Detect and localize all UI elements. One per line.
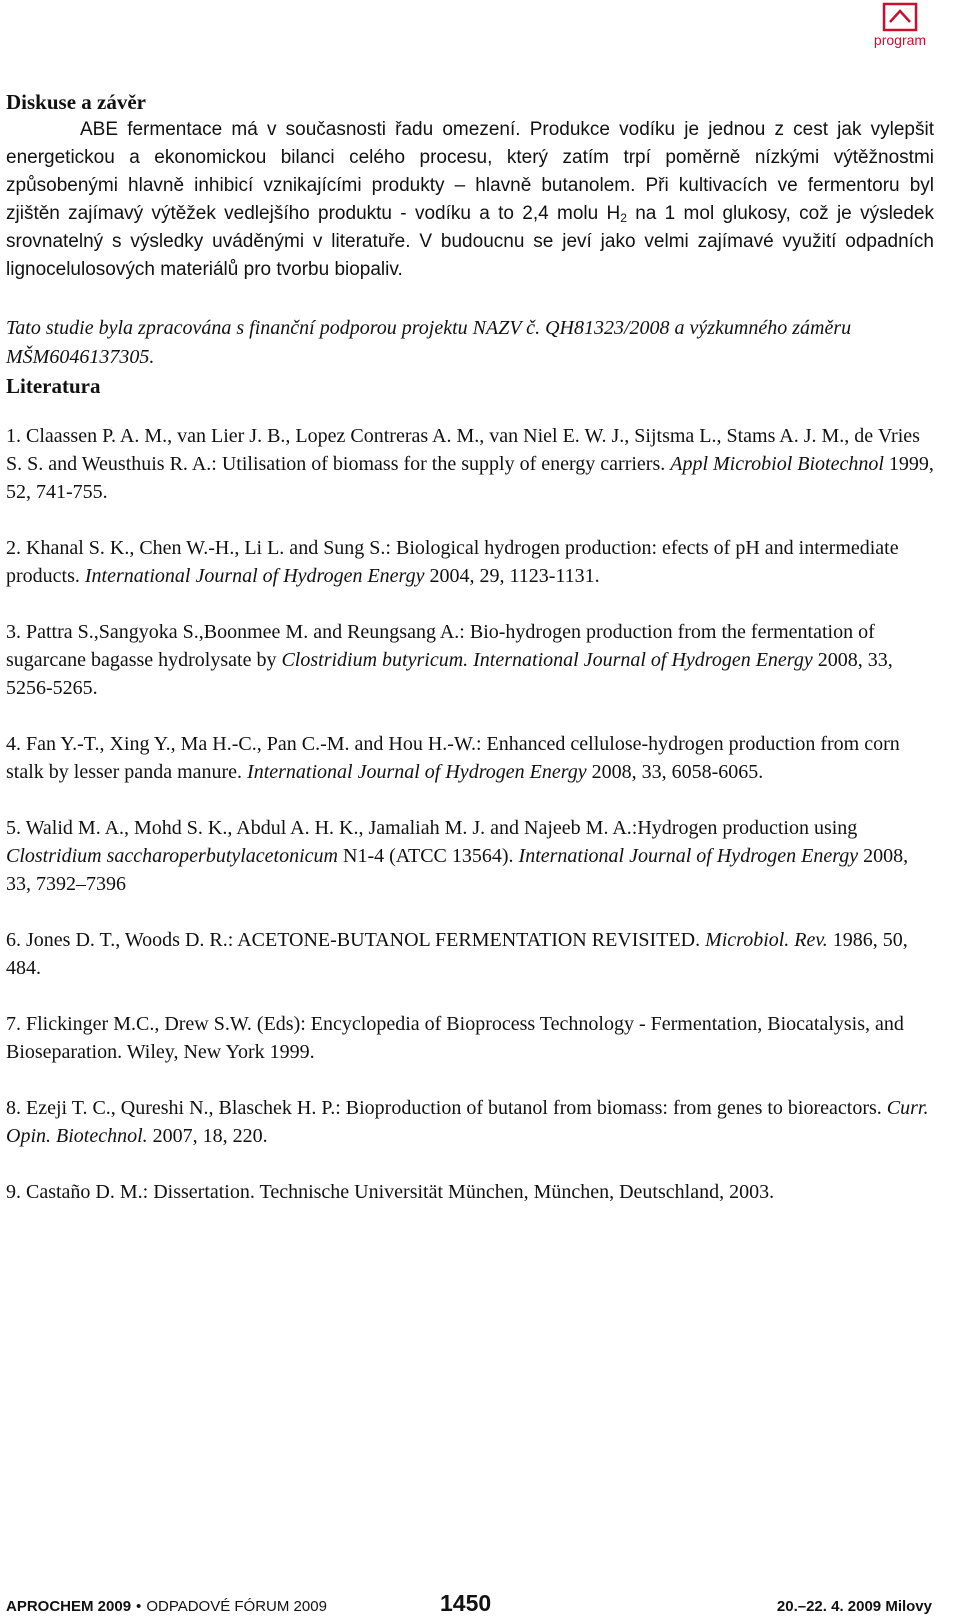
page-number: 1450 [440,1590,492,1616]
reference-item: 9. Castaño D. M.: Dissertation. Technische Universität München, München, Deutschland, 2003. [6,1181,775,1203]
footer-separator: • [136,1598,142,1615]
literature-heading: Literatura [6,374,101,398]
reference-item: 1. Claassen P. A. M., van Lier J. B., Lopez Contreras A. M., van Niel E. W. J., Sijtsma L., Stams A. J. M., de Vries S. S. and Weusthuis R. A.: Utilisation of biomass for the supply of energy carriers. Appl Microbiol Biotechnol 1999, 52, 741-755. [6,425,934,503]
forum-name: ODPADOVÉ FÓRUM 2009 [146,1598,327,1615]
program-link[interactable] [868,2,932,48]
event-name: APROCHEM 2009 [6,1598,132,1615]
reference-list [6,422,934,1206]
discussion-heading: Diskuse a závěr [6,90,146,114]
document-body [6,88,934,1234]
reference-item: 6. Jones D. T., Woods D. R.: ACETONE-BUTANOL FERMENTATION REVISITED. Microbiol. Rev. 1986, 50, 484. [6,929,908,979]
footer-event [6,1598,327,1615]
discussion-text-start: ABE fermentace má v současnosti řadu omezení. Produkce vodíku je jednou z cest jak vylepšit energetickou a ekonomickou bilanci celého procesu, který zatím trpí poměrně nízkými výtěžnostmi způsobenými hlavně inhibicí vznikajícími produkty – hlavně butanolem. Při kultivacích ve fermentoru byl zjištěn zajímavý výtěžek vedlejšího produktu - vodíku a to 2,4 molu H [6,119,934,224]
program-label: program [873,32,927,48]
event-date-place: 20.–22. 4. 2009 Milovy [776,1598,932,1615]
reference-item: 4. Fan Y.-T., Xing Y., Ma H.-C., Pan C.-M. and Hou H.-W.: Enhanced cellulose-hydrogen production from corn stalk by lesser panda manure. International Journal of Hydrogen Energy 2008, 33, 6058-6065. [6,733,900,783]
reference-item: 8. Ezeji T. C., Qureshi N., Blaschek H. P.: Bioproduction of butanol from biomass: from genes to bioreactors. Curr. Opin. Biotechnol. 2007, 18, 220. [6,1097,929,1147]
h2-subscript: 2 [620,211,627,225]
up-arrow-icon [882,2,918,32]
reference-item: 2. Khanal S. K., Chen W.-H., Li L. and Sung S.: Biological hydrogen production: efects of pH and intermediate products. International Journal of Hydrogen Energy 2004, 29, 1123-1131. [6,537,899,587]
discussion-text-end: na 1 mol glukosy, což je výsledek srovnatelný s výsledky uváděnými v literatuře. V budoucnu se jeví jako velmi zajímavé využití odpadních lignocelulosových materiálů pro tvorbu biopaliv. [6,203,934,280]
acknowledgement: Tato studie byla zpracována s finanční podporou projektu NAZV č. QH81323/2008 a výzkumného záměru MŠM6046137305. [6,317,852,368]
reference-item: 3. Pattra S.,Sangyoka S.,Boonmee M. and Reungsang A.: Bio-hydrogen production from the fermentation of sugarcane bagasse hydrolysate by Clostridium butyricum. International Journal of Hydrogen Energy 2008, 33, 5256-5265. [6,621,893,699]
discussion-paragraph [6,116,934,284]
reference-item: 7. Flickinger M.C., Drew S.W. (Eds): Encyclopedia of Bioprocess Technology - Fermentation, Biocatalysis, and Bioseparation. Wiley, New York 1999. [6,1013,904,1063]
page-footer [6,1590,932,1618]
reference-item: 5. Walid M. A., Mohd S. K., Abdul A. H. K., Jamaliah M. J. and Najeeb M. A.:Hydrogen production using Clostridium saccharoperbutylacetonicum N1-4 (ATCC 13564). International Journal of Hydrogen Energy 2008, 33, 7392–7396 [6,817,909,895]
